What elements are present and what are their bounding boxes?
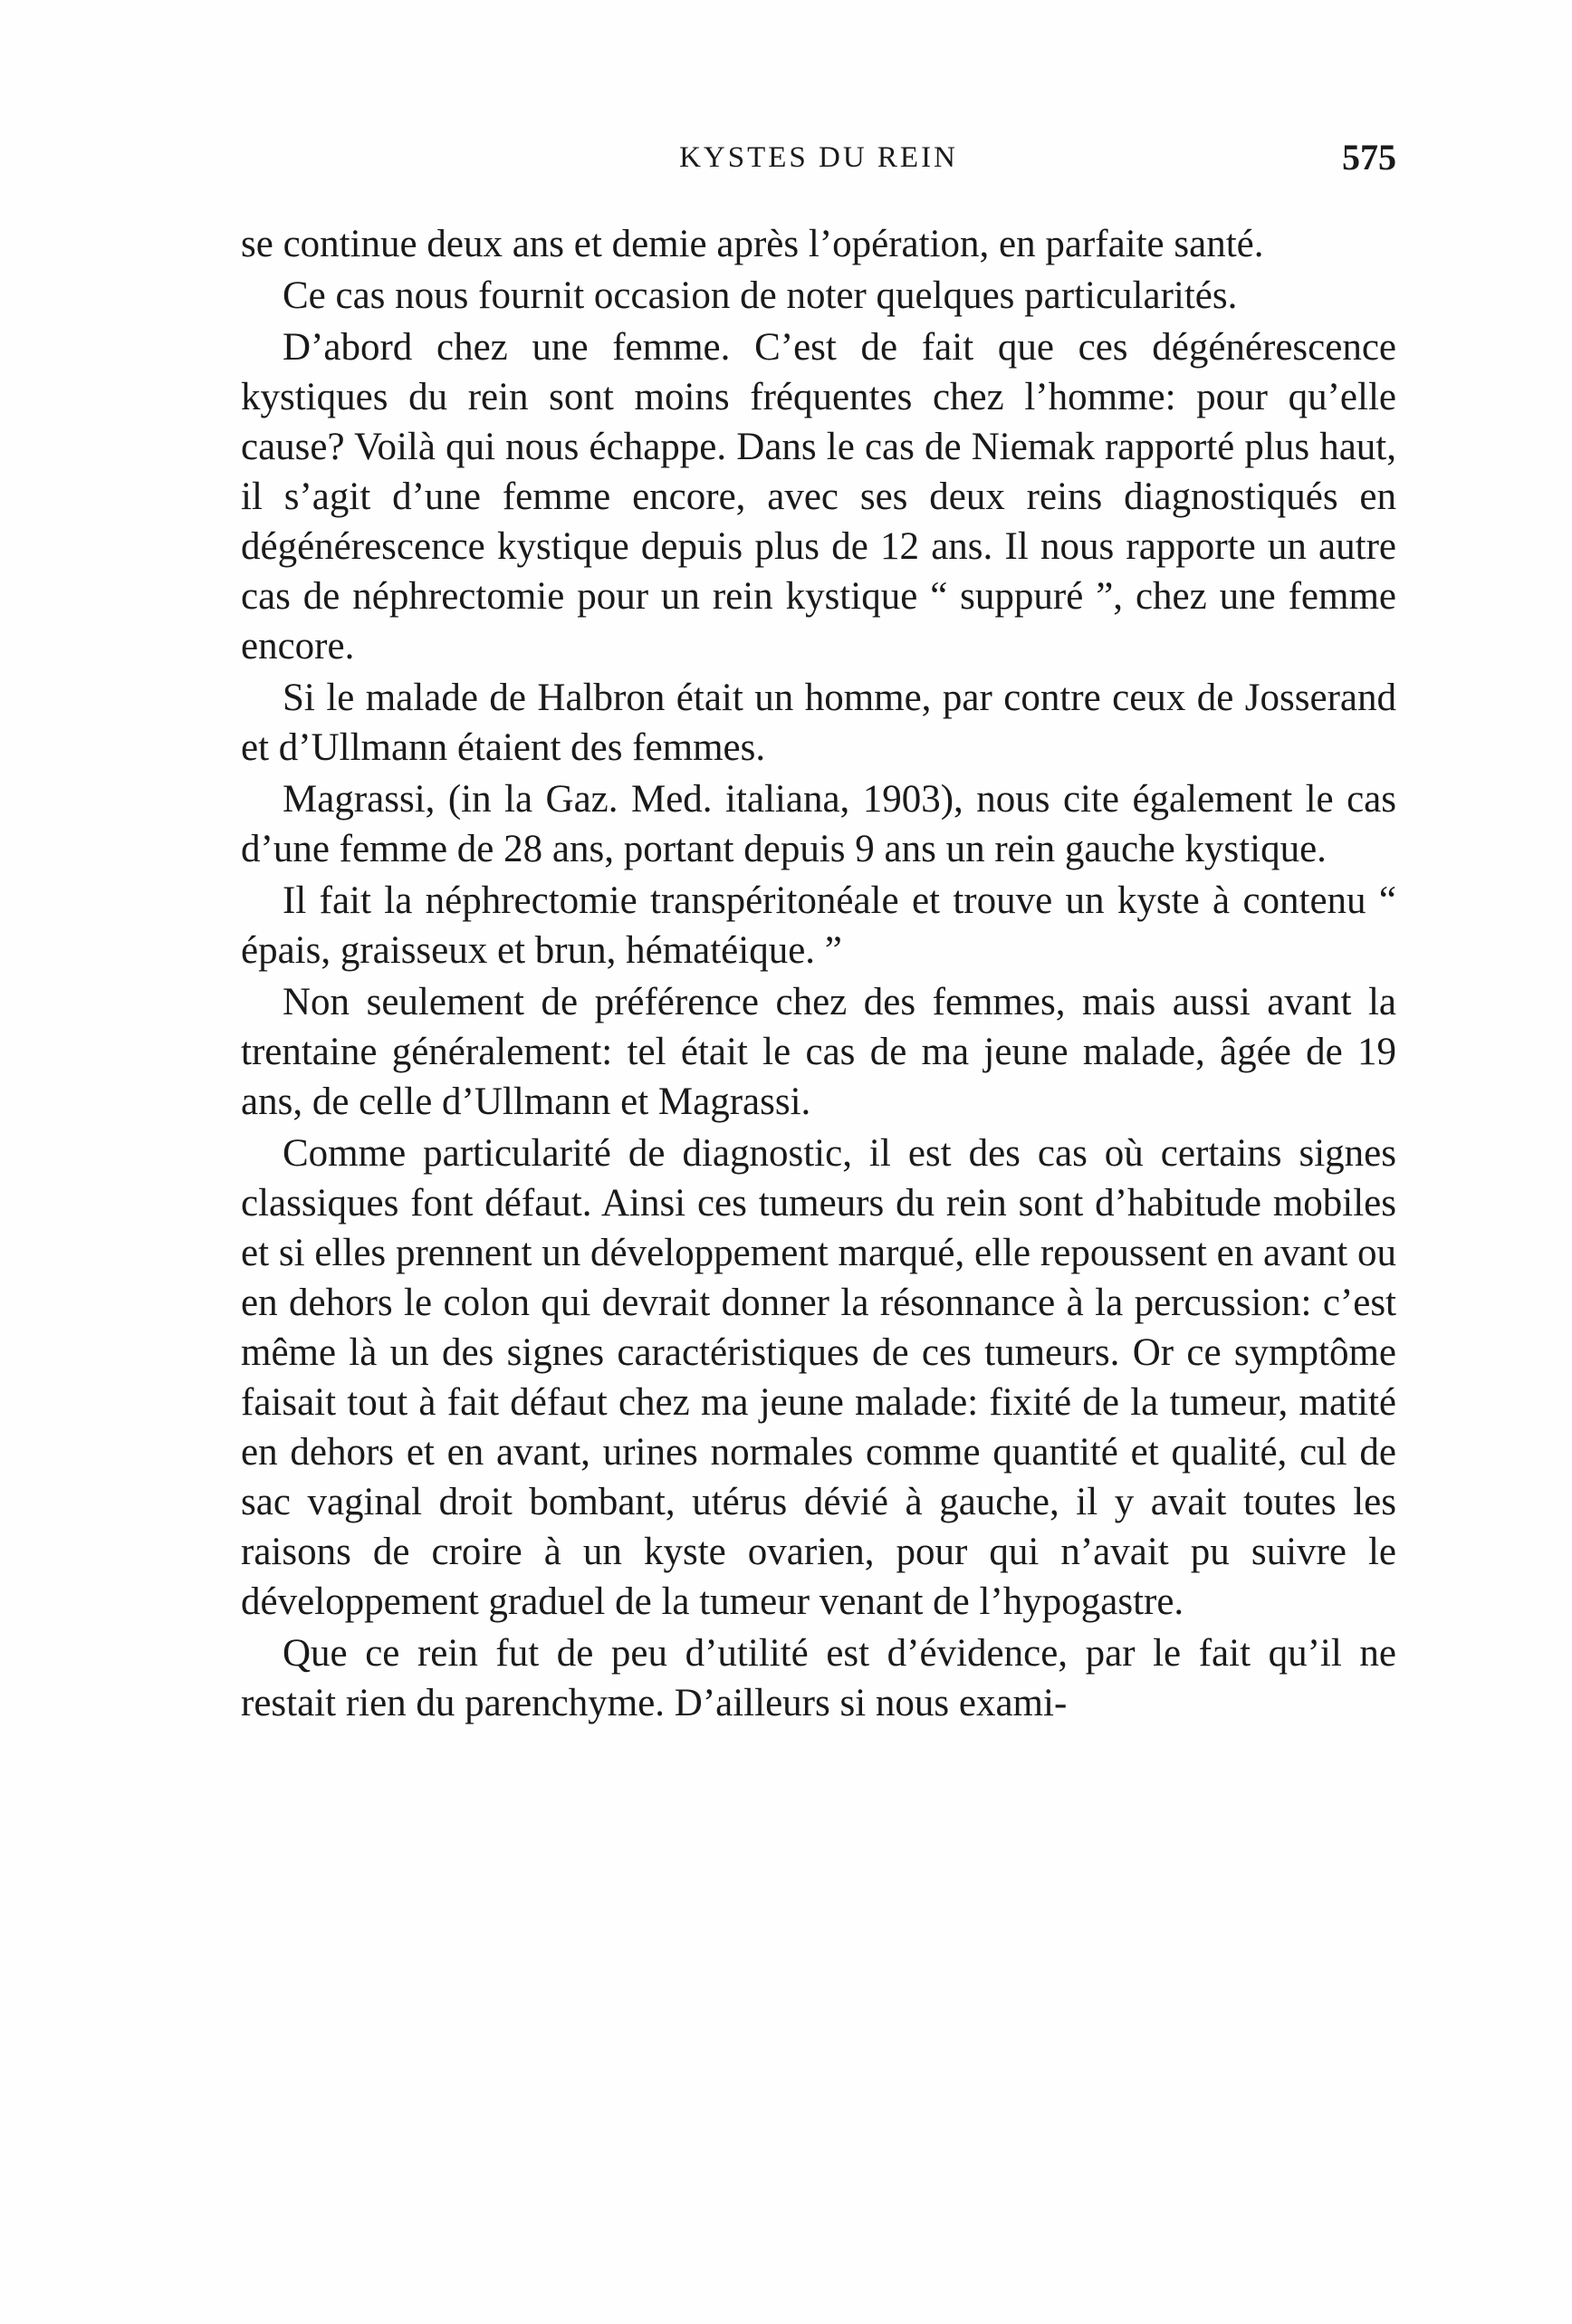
- paragraph-8: Comme particularité de diagnostic, il est des cas où certains signes classiques font défaut. Ainsi ces tumeurs du rein sont d’habitude mobiles et si elles prennent un développement marqué, elle repoussent en avant ou en dehors le colon qui devrait donner la résonnance à la percussion: c’est même là un des signes caractéristiques de ces tumeurs. Or ce symptôme faisait tout à fait défaut chez ma jeune malade: fixité de la tumeur, matité en dehors et en avant, urines normales comme quantité et qualité, cul de sac vaginal droit bombant, utérus dévié à gauche, il y avait toutes les raisons de croire à un kyste ovarien, pour qui n’avait pu suivre le développement graduel de la tumeur venant de l’hypogastre.: [241, 1132, 1396, 1623]
- page-number: 575: [1342, 137, 1396, 178]
- page-body: [241, 219, 1396, 1730]
- paragraph-1: se continue deux ans et demie après l’opération, en parfaite santé.: [241, 223, 1264, 265]
- page-header: [241, 136, 1396, 190]
- paragraph-3: D’abord chez une femme. C’est de fait que ces dégénérescence kystiques du rein sont moins fréquentes chez l’homme: pour qu’elle cause? Voilà qui nous échappe. Dans le cas de Niemak rapporté plus haut, il s’agit d’une femme encore, avec ses deux reins diagnostiqués en dégénérescence kystique depuis plus de 12 ans. Il nous rapporte un autre cas de néphrectomie pour un rein kystique “ suppuré ”, chez une femme encore.: [241, 326, 1396, 667]
- paragraph-5: Magrassi, (in la Gaz. Med. italiana, 1903), nous cite également le cas d’une femme de 28 ans, portant depuis 9 ans un rein gauche kystique.: [241, 778, 1396, 870]
- paragraph-7: Non seulement de préférence chez des femmes, mais aussi avant la trentaine généralement: tel était le cas de ma jeune malade, âgée de 19 ans, de celle d’Ullmann et Magrassi.: [241, 981, 1396, 1123]
- paragraph-9: Que ce rein fut de peu d’utilité est d’évidence, par le fait qu’il ne restait rien du parenchyme. D’ailleurs si nous exami-: [241, 1632, 1396, 1724]
- paragraph-4: Si le malade de Halbron était un homme, par contre ceux de Josserand et d’Ullmann étaient des femmes.: [241, 677, 1396, 769]
- paragraph-2: Ce cas nous fournit occasion de noter quelques particularités.: [283, 274, 1238, 317]
- paragraph-6: Il fait la néphrectomie transpéritonéale et trouve un kyste à contenu “ épais, graisseux et brun, hématéique. ”: [241, 879, 1396, 972]
- running-title: KYSTES DU REIN: [679, 141, 958, 174]
